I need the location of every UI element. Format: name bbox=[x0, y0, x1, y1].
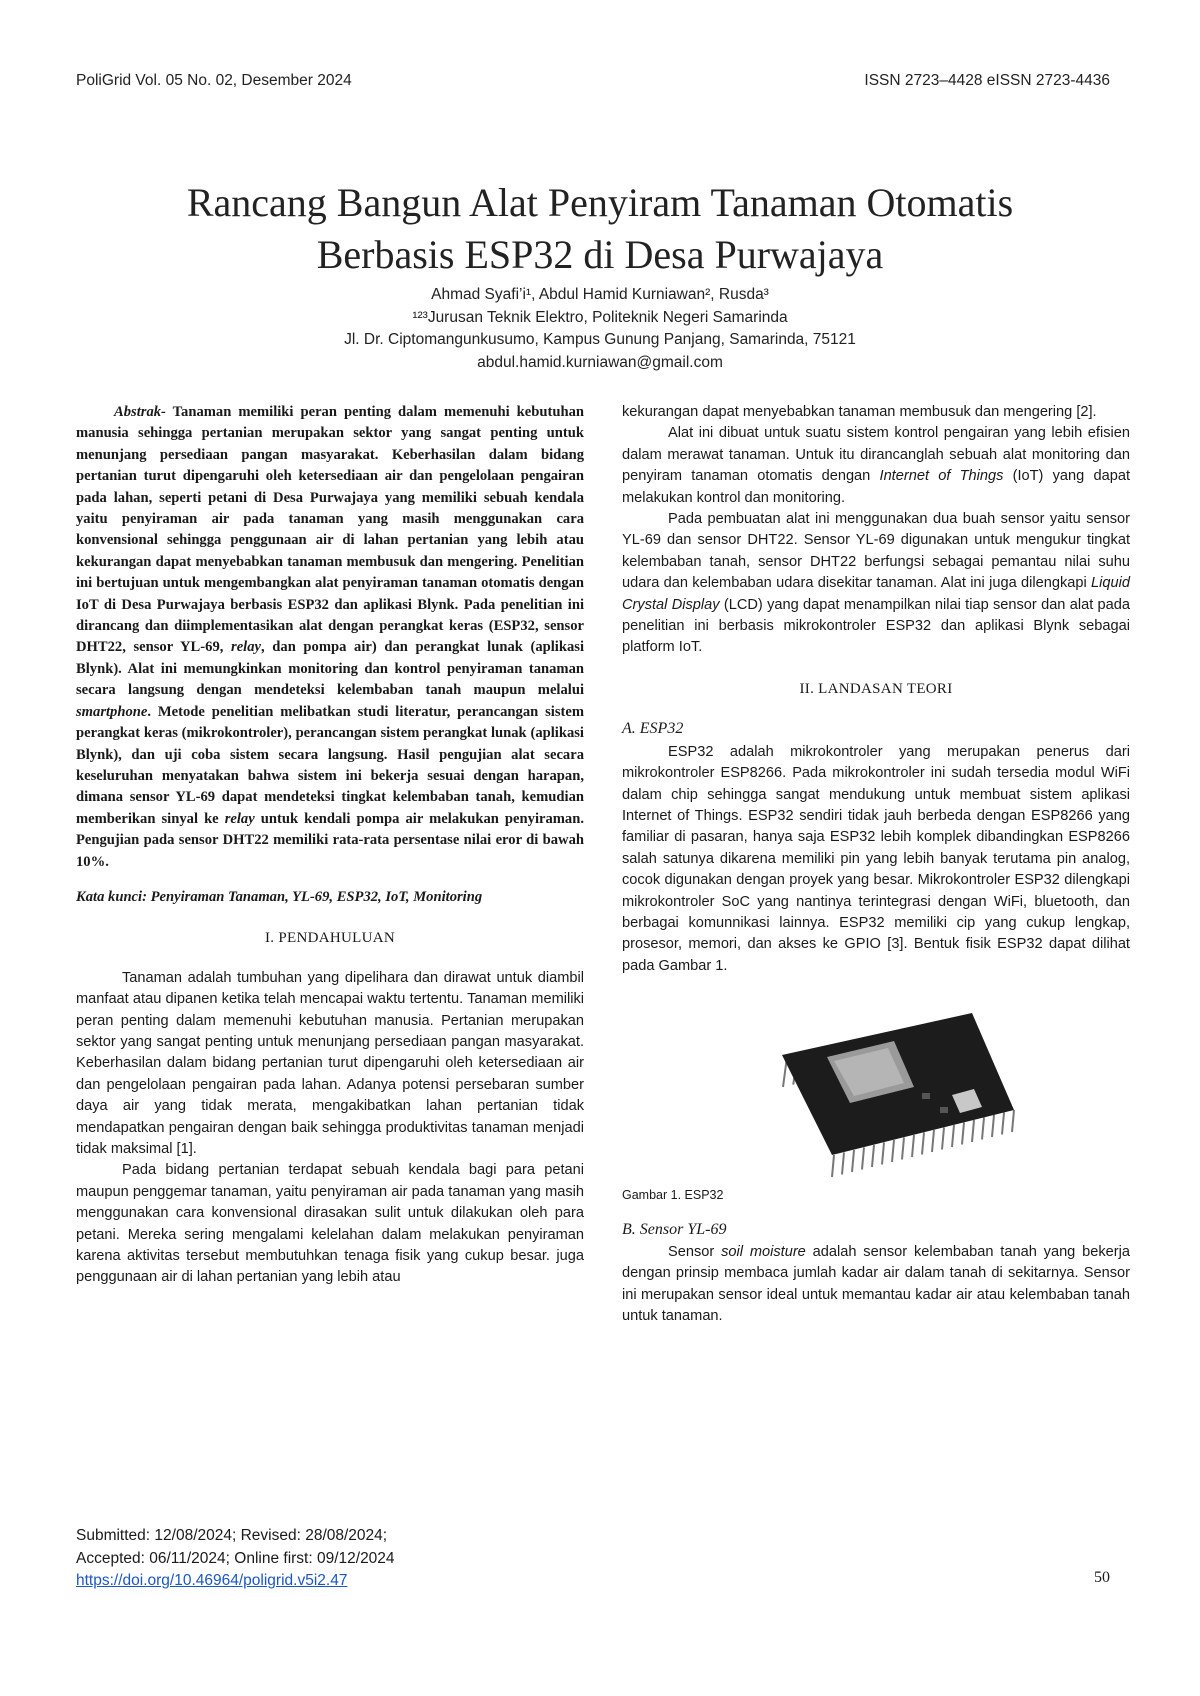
term-lcd: Liquid Crystal Display bbox=[622, 575, 1130, 613]
paragraph bbox=[622, 509, 1130, 659]
abstract bbox=[76, 402, 584, 873]
title-line-1: Rancang Bangun Alat Penyiram Tanaman Otomatis bbox=[186, 179, 1014, 225]
paragraph: ESP32 adalah mikrokontroler yang merupakan penerus dari mikrokontroler ESP8266. Pada mikrokontroler ini sudah tersedia modul WiFi dalam chip sehingga sangat mendukung untuk membuat sistem aplikasi Internet of Things. ESP32 sendiri tidak jauh berbeda dengan ESP8266 yang familiar di pasaran, hanya saja ESP32 lebih komplek dibandingkan ESP8266 salah satunya dikarena memiliki pin yang lebih banyak terutama pin analog, cocok digunakan dengan proyek yang besar. Mikrokontroler ESP32 dilengkapi mikrokontroler SoC yang nantinya terintegrasi dengan WiFi, bluetooth, dan berbagai komunnikasi lainnya. ESP32 memiliki cip yang cukup lengkap, prosesor, memori, dan akses ke GPIO [3]. Bentuk fisik ESP32 dapat dilihat pada Gambar 1. bbox=[622, 743, 1130, 974]
header-pin bbox=[942, 1128, 944, 1150]
subsection-yl69: B. Sensor YL-69 bbox=[622, 1220, 727, 1238]
figure-caption: Gambar 1. ESP32 bbox=[622, 1188, 724, 1203]
keywords: Kata kunci: Penyiraman Tanaman, YL-69, ESP32, IoT, Monitoring bbox=[76, 888, 483, 905]
journal-header: PoliGrid Vol. 05 No. 02, Desember 2024 bbox=[76, 72, 352, 89]
author-affiliation: ¹²³Jurusan Teknik Elektro, Politeknik Negeri Samarinda bbox=[412, 308, 788, 326]
submitted-date: Submitted: 12/08/2024; Revised: 28/08/2024; bbox=[76, 1527, 388, 1544]
header-pin bbox=[952, 1125, 954, 1147]
esp32-board-image bbox=[622, 995, 1130, 1185]
page-number: 50 bbox=[1094, 1569, 1110, 1586]
issn-header: ISSN 2723–4428 eISSN 2723-4436 bbox=[864, 72, 1110, 89]
header-pin bbox=[902, 1138, 904, 1160]
button bbox=[940, 1107, 948, 1113]
header-pin bbox=[1002, 1113, 1004, 1135]
author-names: Ahmad Syafi’i¹, Abdul Hamid Kurniawan², Rusda³ bbox=[431, 286, 769, 303]
button bbox=[922, 1093, 930, 1099]
abstract-relay-1: relay bbox=[231, 639, 262, 656]
paragraph-text: Sensor bbox=[668, 1243, 722, 1260]
title-line-2: Berbasis ESP32 di Desa Purwajaya bbox=[316, 231, 884, 277]
subsection-esp32: A. ESP32 bbox=[622, 720, 684, 738]
right-column bbox=[622, 402, 1130, 1328]
term-soil-moisture: soil moisture bbox=[721, 1243, 806, 1260]
paragraph: kekurangan dapat menyebabkan tanaman membusuk dan mengering [2]. bbox=[622, 404, 1097, 420]
paragraph-text: adalah sensor kelembaban tanah yang bekerja dengan prinsip membaca jumlah kadar air dalam tanah di sekitarnya. Sensor ini merupakan sensor ideal untuk memantau kadar air atau kelembaban tanah untuk tanaman. bbox=[622, 1243, 1131, 1325]
paragraph bbox=[622, 423, 1130, 509]
accepted-date: Accepted: 06/11/2024; Online first: 09/12/2024 bbox=[76, 1549, 395, 1567]
header-pin bbox=[962, 1123, 964, 1145]
term-iot: Internet of Things bbox=[879, 468, 1004, 485]
header-pin bbox=[992, 1115, 994, 1137]
author-address: Jl. Dr. Ciptomangunkusumo, Kampus Gunung Panjang, Samarinda, 75121 bbox=[344, 331, 856, 348]
header-pin bbox=[932, 1130, 934, 1152]
abstract-text-1: Tanaman memiliki peran penting dalam memenuhi kebutuhan manusia sehingga pertanian merupakan sektor yang sangat penting untuk menunjang persediaan pangan masyarakat. Keberhasilan dalam bidang pertanian turut dipengaruhi oleh ketersediaan air dan pengelolaan pengairan pada lahan, seperti petani di Desa Purwajaya yang memiliki sebuah kendala yaitu penyiraman air pada tanaman yang masih menggunakan cara konvensional sehingga penggunaan air di lahan pertanian yang lebih atau kekurangan dapat menyebabkan tanaman membusuk dan mengering. Penelitian ini bertujuan untuk mengembangkan alat penyiraman tanaman otomatis dengan IoT di Desa Purwajaya berbasis ESP32 dan aplikasi Blynk. Pada penelitian ini dirancang dan diimplementasikan alat dengan perangkat keras (ESP32, sensor DHT22, sensor YL-69, bbox=[76, 404, 584, 656]
paragraph-text: Alat ini dibuat untuk suatu sistem kontrol pengairan yang lebih efisien dalam merawat tanaman. Untuk itu dirancanglah sebuah alat monitoring dan penyiram tanaman otomatis dengan bbox=[622, 425, 1130, 485]
paragraph-text: (IoT) yang dapat melakukan kontrol dan monitoring. bbox=[622, 468, 1131, 506]
footer-dates bbox=[76, 1525, 395, 1593]
header-pin bbox=[882, 1143, 884, 1165]
abstract-text-3: . Metode penelitian melibatkan studi literatur, perancangan sistem perangkat keras (mikrokontroler), perancangan sistem perangkat lunak (aplikasi Blynk), dan uji coba sistem secara langsung. Hasil pengujian alat secara keseluruhan menyatakan bahwa sistem ini bekerja sesuai dengan harapan, dimana sensor YL-69 dapat mendeteksi tingkat kelembaban tanah, kemudian memberikan sinyal ke bbox=[76, 703, 584, 827]
paragraph bbox=[622, 1242, 1130, 1328]
abstract-smartphone: smartphone bbox=[76, 703, 148, 720]
paragraph-text: (LCD) yang dapat menampilkan nilai tiap sensor dan alat pada penelitian ini berbasis mikrokontroler ESP32 dan aplikasi Blynk sebagai platform IoT. bbox=[622, 596, 1131, 656]
paragraph-text: Pada pembuatan alat ini menggunakan dua buah sensor yaitu sensor YL-69 dan sensor DHT22. Sensor YL-69 digunakan untuk mengukur tingkat kelembaban tanah, sensor DHT22 berfungsi sebagai pemantau nilai suhu udara dan kelembaban udara disekitar tanaman. Alat ini juga dilengkapi bbox=[622, 511, 1130, 592]
header-pin bbox=[922, 1133, 924, 1155]
author-email: abdul.hamid.kurniawan@gmail.com bbox=[477, 353, 723, 371]
header-pin bbox=[982, 1118, 984, 1140]
header-pin bbox=[862, 1148, 864, 1170]
header-pin bbox=[832, 1155, 834, 1177]
doi-link[interactable]: https://doi.org/10.46964/poligrid.v5i2.47 bbox=[76, 1572, 348, 1589]
header-pin bbox=[842, 1153, 844, 1175]
author-block bbox=[100, 284, 1100, 374]
paragraph: Pada bidang pertanian terdapat sebuah kendala bagi para petani maupun penggemar tanaman, yaitu penyiraman air pada tanaman yang masih menggunakan cara konvensional dirasakan sulit untuk dilakukan oleh para petani. Mereka sering mengalami kelelahan dalam melakukan penyiraman karena aktivitas tersebut membutuhkan tenaga fisik yang cukup besar. juga penggunaan air di lahan pertanian yang lebih atau bbox=[76, 1162, 584, 1286]
abstract-relay-2: relay bbox=[224, 810, 255, 827]
section-title-landasan: II. LANDASAN TEORI bbox=[799, 680, 953, 697]
header-pin bbox=[1012, 1110, 1014, 1132]
abstract-label: Abstrak- bbox=[114, 404, 166, 420]
header-pin bbox=[872, 1145, 874, 1167]
figure-esp32 bbox=[622, 995, 1130, 1185]
header-pin bbox=[972, 1120, 974, 1142]
abstract-text-4: untuk kendali pompa air melakukan penyiraman. Pengujian pada sensor DHT22 memiliki rata-rata persentase nilai eror di bawah 10%. bbox=[76, 810, 584, 870]
header-pin bbox=[912, 1135, 914, 1157]
paper-title bbox=[60, 177, 1140, 281]
left-column bbox=[76, 402, 584, 1289]
header-pin bbox=[892, 1140, 894, 1162]
paragraph: Tanaman adalah tumbuhan yang dipelihara dan dirawat untuk diambil manfaat atau dipanen ketika telah mencapai waktu tertentu. Tanaman memiliki peran penting dalam memenuhi kebutuhan manusia. Pertanian merupakan sektor yang sangat penting untuk menunjang persediaan pangan masyarakat. Keberhasilan dalam bidang pertanian turut dipengaruhi oleh ketersediaan air dan pengelolaan pengairan pada lahan. Adanya potensi persebaran sumber daya air yang tidak merata, mengakibatkan lahan pertanian tidak mendapatkan pengairan dengan baik sehingga produktivitas tanaman menjadi tidak maksimal [1]. bbox=[76, 969, 584, 1157]
header-pin bbox=[852, 1150, 854, 1172]
abstract-text-2: , dan pompa air) dan perangkat lunak (aplikasi Blynk). Alat ini memungkinkan monitoring dan kontrol penyiraman tanaman secara langsung dengan mendeteksi kelembaban tanah maupun melalui bbox=[76, 639, 584, 699]
section-title-pendahuluan: I. PENDAHULUAN bbox=[264, 930, 396, 947]
